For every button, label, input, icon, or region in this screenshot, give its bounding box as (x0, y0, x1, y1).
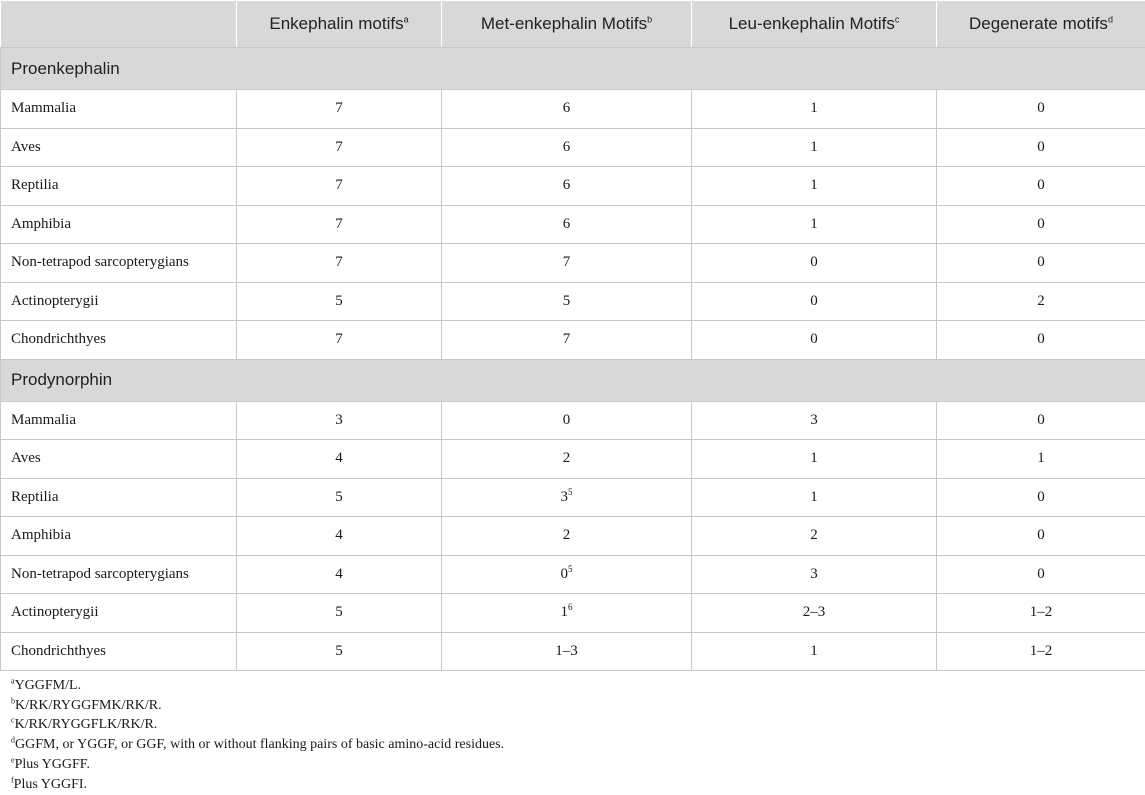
cell-degenerate: 0 (937, 401, 1145, 440)
footnote: $^e$Plus YGGFF. (11, 755, 90, 772)
cell-enkephalin: 4 (237, 517, 442, 556)
cell-leu: 1 (692, 90, 937, 129)
cell-enkephalin: 7 (237, 321, 442, 360)
cell-met: $1^6$ (442, 594, 692, 633)
table-header-row (1, 1, 1145, 48)
cell-leu: 2 (692, 517, 937, 556)
row-label: Mammalia (1, 401, 237, 440)
header-empty (1, 1, 237, 48)
table-row (1, 555, 1145, 594)
cell-enkephalin: 4 (237, 555, 442, 594)
table-row (1, 244, 1145, 283)
cell-degenerate: 0 (937, 128, 1145, 167)
cell-enkephalin: 7 (237, 244, 442, 283)
row-label: Non-tetrapod sarcopterygians (1, 555, 237, 594)
cell-leu: 1 (692, 205, 937, 244)
cell-met: $3^5$ (442, 478, 692, 517)
table-row (1, 90, 1145, 129)
cell-enkephalin: 7 (237, 90, 442, 129)
table-row (1, 128, 1145, 167)
header-degenerate-motifs: Degenerate motifs$^d$ (937, 1, 1145, 48)
footnote: $^c$K/RK/RYGGFLK/RK/R. (11, 715, 158, 733)
cell-leu: 0 (692, 244, 937, 283)
table-row (1, 632, 1145, 671)
row-label: Reptilia (1, 167, 237, 206)
cell-met: 7 (442, 244, 692, 283)
row-label: Aves (1, 128, 237, 167)
cell-leu: 1 (692, 478, 937, 517)
cell-met: 6 (442, 205, 692, 244)
cell-enkephalin: 7 (237, 128, 442, 167)
cell-enkephalin: 5 (237, 478, 442, 517)
row-label: Chondrichthyes (1, 321, 237, 360)
cell-leu: 3 (692, 555, 937, 594)
cell-degenerate: 1–2 (937, 594, 1145, 633)
group-label: Prodynorphin (1, 359, 1145, 401)
cell-degenerate: 2 (937, 282, 1145, 321)
group-row-prodynorphin (1, 359, 1145, 401)
cell-enkephalin: 5 (237, 282, 442, 321)
cell-leu: 1 (692, 167, 937, 206)
table-row (1, 321, 1145, 360)
header-met-enkephalin-motifs: Met-enkephalin Motifs$^b$ (442, 1, 692, 48)
cell-enkephalin: 7 (237, 205, 442, 244)
row-label: Non-tetrapod sarcopterygians (1, 244, 237, 283)
cell-leu: 0 (692, 282, 937, 321)
cell-degenerate: 0 (937, 478, 1145, 517)
footnote: $^d$GGFM, or YGGF, or GGF, with or without flanking pairs of basic amino-acid residues. (11, 735, 505, 753)
cell-degenerate: 1 (937, 440, 1145, 479)
cell-met: 6 (442, 128, 692, 167)
cell-enkephalin: 4 (237, 440, 442, 479)
cell-degenerate: 0 (937, 167, 1145, 206)
cell-degenerate: 1–2 (937, 632, 1145, 671)
row-label: Actinopterygii (1, 282, 237, 321)
cell-degenerate: 0 (937, 321, 1145, 360)
row-label: Actinopterygii (1, 594, 237, 633)
cell-met: 6 (442, 90, 692, 129)
footnote: $^b$K/RK/RYGGFMK/RK/R. (11, 696, 162, 713)
row-label: Amphibia (1, 517, 237, 556)
group-label: Proenkephalin (1, 48, 1145, 90)
cell-enkephalin: 7 (237, 167, 442, 206)
cell-met: 2 (442, 440, 692, 479)
cell-met: 7 (442, 321, 692, 360)
table-row (1, 205, 1145, 244)
cell-met: 0 (442, 401, 692, 440)
cell-leu: 3 (692, 401, 937, 440)
row-label: Mammalia (1, 90, 237, 129)
cell-enkephalin: 5 (237, 632, 442, 671)
cell-met: 1–3 (442, 632, 692, 671)
table-footnotes (11, 676, 504, 794)
cell-degenerate: 0 (937, 90, 1145, 129)
group-row-proenkephalin (1, 48, 1145, 90)
cell-leu: 1 (692, 632, 937, 671)
cell-met: 6 (442, 167, 692, 206)
cell-leu: 1 (692, 440, 937, 479)
table-row (1, 517, 1145, 556)
table-row (1, 594, 1145, 633)
cell-met: 5 (442, 282, 692, 321)
cell-leu: 0 (692, 321, 937, 360)
cell-degenerate: 0 (937, 555, 1145, 594)
row-label: Reptilia (1, 478, 237, 517)
cell-met: $0^5$ (442, 555, 692, 594)
row-label: Chondrichthyes (1, 632, 237, 671)
table-row (1, 478, 1145, 517)
cell-degenerate: 0 (937, 244, 1145, 283)
footnote: $^f$Plus YGGFI. (11, 774, 88, 792)
cell-enkephalin: 5 (237, 594, 442, 633)
row-label: Amphibia (1, 205, 237, 244)
cell-leu: 2–3 (692, 594, 937, 633)
table-row (1, 167, 1145, 206)
cell-degenerate: 0 (937, 517, 1145, 556)
table-row (1, 401, 1145, 440)
row-label: Aves (1, 440, 237, 479)
table-row (1, 282, 1145, 321)
cell-met: 2 (442, 517, 692, 556)
table-row (1, 440, 1145, 479)
cell-leu: 1 (692, 128, 937, 167)
footnote: $^a$YGGFM/L. (11, 676, 82, 693)
header-enkephalin-motifs: Enkephalin motifs$^a$ (237, 1, 442, 48)
header-leu-enkephalin-motifs: Leu-enkephalin Motifs$^c$ (692, 1, 937, 48)
cell-enkephalin: 3 (237, 401, 442, 440)
cell-degenerate: 0 (937, 205, 1145, 244)
